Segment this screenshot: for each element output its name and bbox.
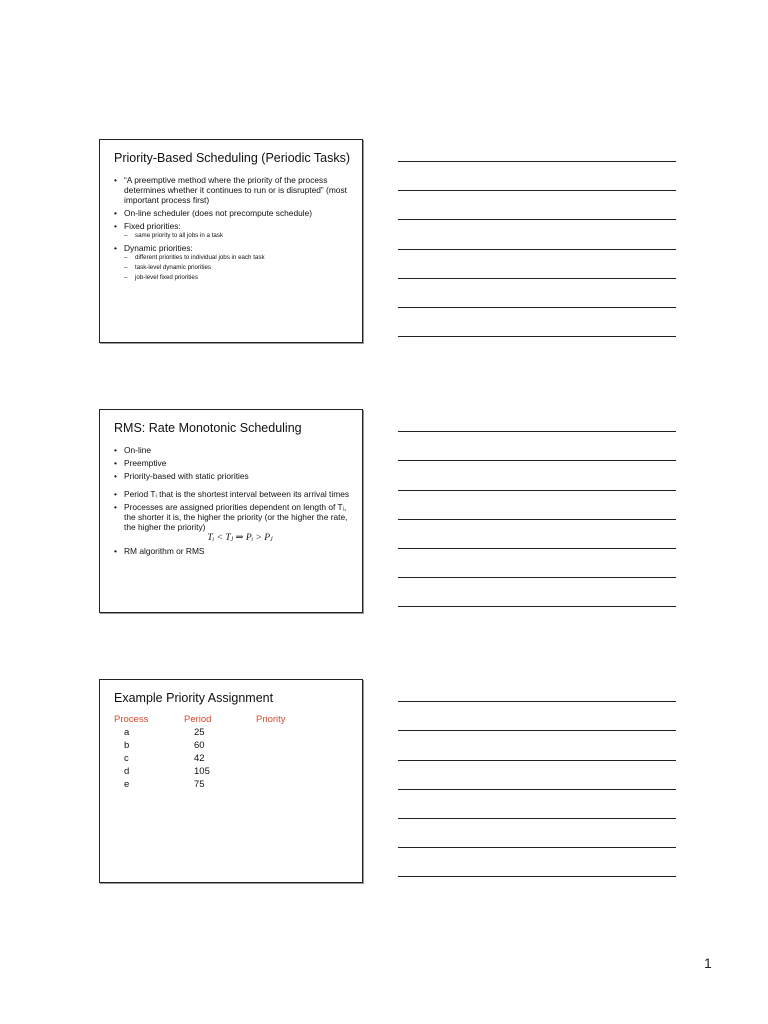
slide-title: Priority-Based Scheduling (Periodic Tasks): [114, 151, 350, 165]
sub-bullet-list: [124, 232, 356, 240]
bullet-item: • Period Tᵢ that is the shortest interval between its arrival times: [114, 489, 350, 499]
note-line: [398, 219, 676, 220]
bullet-item: • Dynamic priorities: – different priorities to individual jobs in each task – task-level dynamic priorities – job-level fixed priorities: [114, 243, 356, 282]
table-header-row: [114, 713, 316, 726]
slide-title: Example Priority Assignment: [114, 691, 274, 705]
period-cell: 60: [194, 740, 205, 751]
slide-title: RMS: Rate Monotonic Scheduling: [114, 421, 302, 435]
process-cell: c: [124, 753, 129, 764]
note-line: [398, 161, 676, 162]
period-cell: 42: [194, 753, 205, 764]
note-line: [398, 336, 676, 337]
process-cell: d: [124, 766, 130, 777]
column-header-period: Period: [184, 714, 212, 725]
bullet-item: • On-line: [114, 445, 151, 455]
sub-bullet-item: – job-level fixed priorities: [124, 274, 198, 281]
bullet-list: [114, 175, 356, 285]
note-line: [398, 847, 676, 848]
bullet-item: • Priority-based with static priorities: [114, 471, 249, 481]
bullet-list: [114, 445, 356, 559]
period-cell: 105: [194, 766, 210, 777]
column-header-process: Process: [114, 714, 149, 725]
note-line: [398, 701, 676, 702]
note-line: [398, 307, 676, 308]
bullet-item: • Processes are assigned priorities dependent on length of Tᵢ, the shorter it is, the higher the priority (or the higher the rate, the higher the priority) Tᵢ < Tⱼ ⇒ Pᵢ > Pⱼ: [114, 502, 356, 543]
note-line: [398, 490, 676, 491]
note-line: [398, 278, 676, 279]
note-line: [398, 818, 676, 819]
process-cell: b: [124, 740, 130, 751]
priority-cell: [256, 726, 316, 739]
bullet-item: • “A preemptive method where the priority of the process determines whether it continues to run or is disrupted” (most important process first): [114, 175, 347, 205]
table-row: [114, 752, 316, 765]
page-number: 1: [704, 955, 712, 971]
bullet-item: • Preemptive: [114, 458, 167, 468]
priority-cell: [256, 778, 316, 791]
column-header-priority: Priority: [256, 714, 286, 725]
table-row: [114, 726, 316, 739]
sub-bullet-item: – same priority to all jobs in a task: [124, 232, 224, 239]
note-line: [398, 606, 676, 607]
priority-table: [114, 713, 316, 791]
note-line: [398, 519, 676, 520]
rms-formula: Tᵢ < Tⱼ ⇒ Pᵢ > Pⱼ: [207, 533, 273, 543]
note-line: [398, 876, 676, 877]
note-line: [398, 760, 676, 761]
process-cell: a: [124, 727, 130, 738]
bullet-item: • RM algorithm or RMS: [114, 546, 205, 556]
note-line: [398, 431, 676, 432]
period-cell: 75: [194, 779, 205, 790]
period-cell: 25: [194, 727, 205, 738]
process-cell: e: [124, 779, 130, 790]
sub-bullet-list: [124, 254, 356, 282]
table-row: [114, 778, 316, 791]
note-line: [398, 190, 676, 191]
note-line: [398, 548, 676, 549]
note-line: [398, 789, 676, 790]
slide-3: [99, 679, 363, 883]
note-line: [398, 460, 676, 461]
bullet-item: • On-line scheduler (does not precompute schedule): [114, 208, 313, 218]
priority-cell: [256, 739, 316, 752]
table-row: [114, 765, 316, 778]
note-line: [398, 730, 676, 731]
note-line: [398, 249, 676, 250]
priority-cell: [256, 765, 316, 778]
sub-bullet-item: – task-level dynamic priorities: [124, 264, 211, 271]
bullet-item: • Fixed priorities: – same priority to all jobs in a task: [114, 221, 356, 240]
note-line: [398, 577, 676, 578]
slide-1: [99, 139, 363, 343]
slide-2: [99, 409, 363, 613]
priority-cell: [256, 752, 316, 765]
sub-bullet-item: – different priorities to individual jobs in each task: [124, 254, 265, 261]
table-row: [114, 739, 316, 752]
